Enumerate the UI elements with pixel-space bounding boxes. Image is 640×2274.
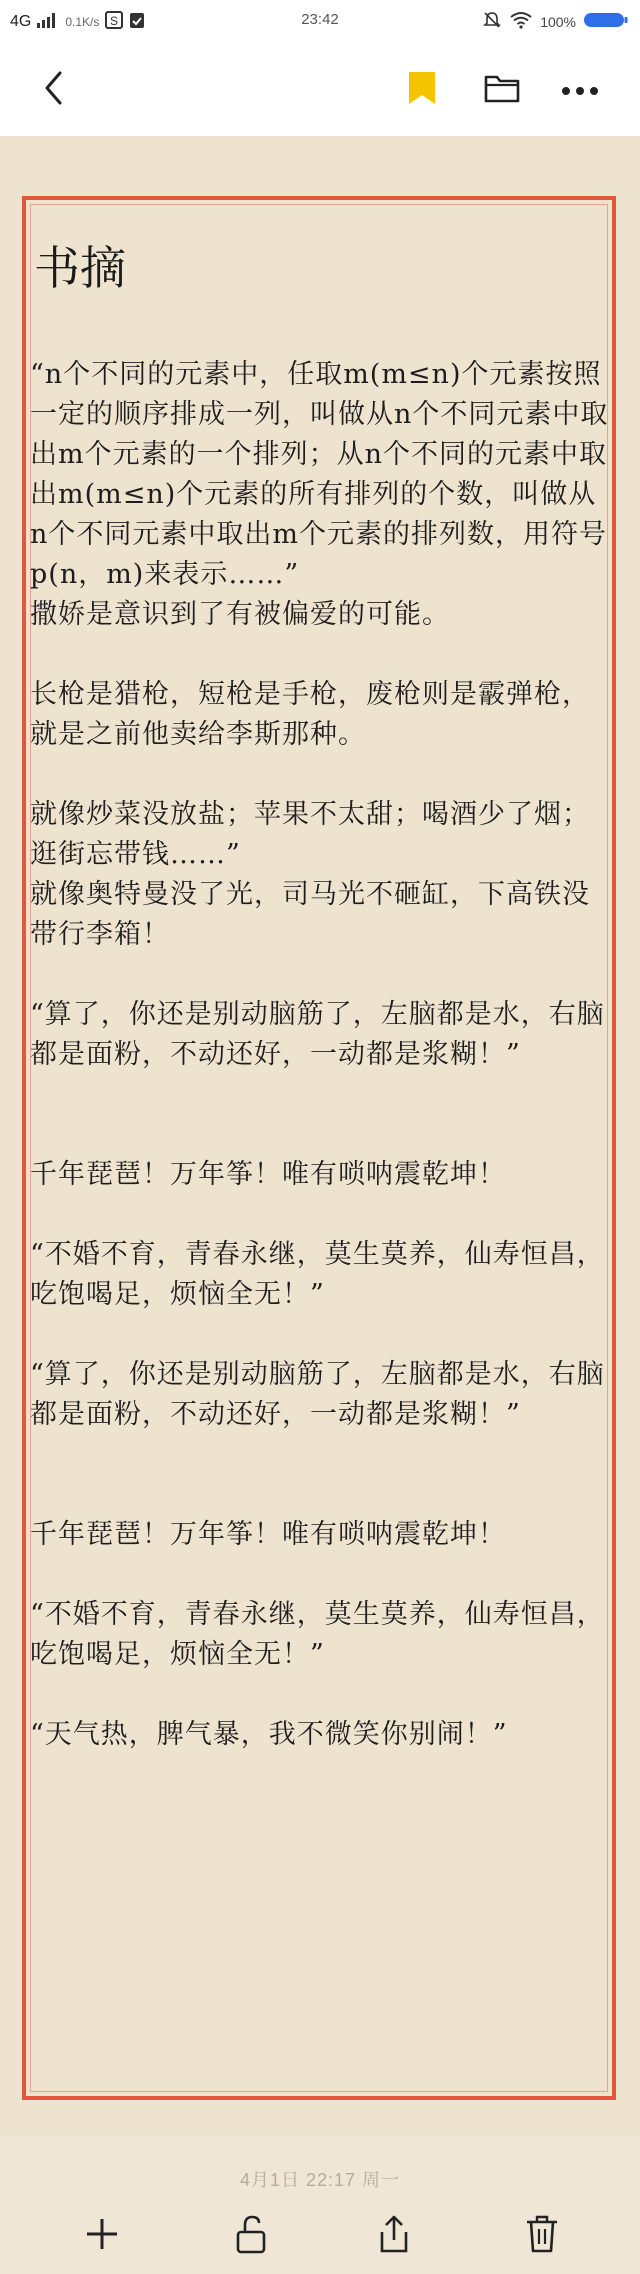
- note-paragraph: “算了，你还是别动脑筋了，左脑都是水，右脑都是面粉，不动还好，一动都是浆糊！”: [30, 1359, 605, 1430]
- unlock-icon: [234, 2214, 270, 2258]
- network-speed: 0.1K/s: [65, 15, 100, 29]
- battery-icon: [584, 11, 628, 33]
- add-button[interactable]: [76, 2210, 128, 2262]
- note-body[interactable]: [30, 355, 610, 1795]
- share-icon: [376, 2214, 412, 2258]
- more-button[interactable]: [556, 66, 604, 114]
- svg-text:S: S: [110, 14, 119, 28]
- note-paragraph: 撒娇是意识到了有被偏爱的可能。: [30, 599, 450, 630]
- trash-icon: [524, 2214, 560, 2258]
- note-paragraph: “天气热，脾气暴，我不微笑你别闹！”: [30, 1719, 508, 1750]
- back-button[interactable]: [30, 66, 78, 114]
- note-paragraph: “n个不同的元素中，任取m(m≤n)个元素按照一定的顺序排成一列，叫做从n个不同元素中取出m个元素的一个排列；从n个不同的元素中取出m(m≤n)个元素的所有排列的个数，叫做从n个不同元素中取出m个元素的排列数，用符号p(n，m)来表示……”: [30, 359, 609, 590]
- bookmark-icon: [407, 70, 437, 110]
- share-button[interactable]: [368, 2210, 420, 2262]
- lock-button[interactable]: [226, 2210, 278, 2262]
- battery-percent: 100%: [540, 14, 576, 30]
- note-paragraph: 千年琵琶！万年筝！唯有唢呐震乾坤！: [30, 1159, 506, 1190]
- note-paragraph: 长枪是猎枪，短枪是手枪，废枪则是霰弹枪，就是之前他卖给李斯那种。: [30, 679, 590, 750]
- note-paragraph: 就像炒菜没放盐；苹果不太甜；喝酒少了烟；逛街忘带钱……”: [30, 799, 590, 870]
- bottom-toolbar: [0, 2200, 640, 2274]
- status-right: [482, 10, 628, 34]
- delete-button[interactable]: [516, 2210, 568, 2262]
- status-bar: [0, 0, 640, 44]
- status-time: 23:42: [301, 11, 339, 28]
- note-timestamp: 4月1日 22:17 周一: [239, 2170, 401, 2190]
- more-icon: [561, 81, 599, 100]
- network-label: 4G: [10, 13, 32, 30]
- plus-icon: [84, 2216, 120, 2256]
- note-paragraph: 千年琵琶！万年筝！唯有唢呐震乾坤！: [30, 1519, 506, 1550]
- bookmark-button[interactable]: [398, 66, 446, 114]
- note-paragraph: “不婚不育，青春永继，莫生莫养，仙寿恒昌，吃饱喝足，烦恼全无！”: [30, 1599, 605, 1670]
- mute-icon: [482, 10, 502, 34]
- note-title[interactable]: 书摘: [34, 241, 126, 295]
- back-arrow-icon: [42, 70, 66, 110]
- note-paragraph: 就像奥特曼没了光，司马光不砸缸，下高铁没带行李箱！: [30, 879, 590, 950]
- note-toolbar: [0, 44, 640, 136]
- wifi-icon: [510, 11, 532, 33]
- note-paragraph: “算了，你还是别动脑筋了，左脑都是水，右脑都是面粉，不动还好，一动都是浆糊！”: [30, 999, 605, 1070]
- folder-icon: [484, 72, 520, 108]
- note-paragraph: “不婚不育，青春永继，莫生莫养，仙寿恒昌，吃饱喝足，烦恼全无！”: [30, 1239, 605, 1310]
- folder-button[interactable]: [478, 66, 526, 114]
